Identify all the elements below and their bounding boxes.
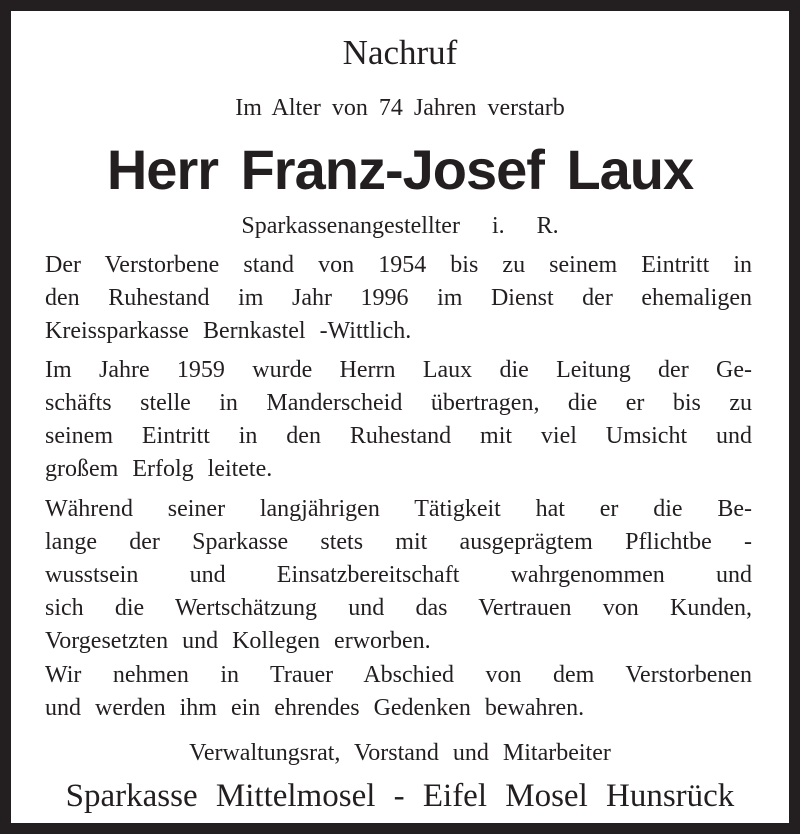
paragraph-line: seinem Eintritt in den Ruhestand mit viel Umsicht und — [45, 423, 752, 449]
signatories-line: Verwaltungsrat, Vorstand und Mitarbeiter — [189, 740, 611, 766]
notice-title: Nachruf — [342, 33, 458, 72]
paragraph-line: sich die Wertschätzung und das Vertrauen von Kunden, — [45, 595, 752, 621]
paragraph-line: Vorgesetzten und Kollegen erworben. — [45, 628, 431, 654]
paragraph-line: Im Jahre 1959 wurde Herrn Laux die Leitung der Ge- — [45, 357, 752, 383]
paragraph-line: und werden ihm ein ehrendes Gedenken bewahren. — [45, 695, 585, 721]
age-line: Im Alter von 74 Jahren verstarb — [235, 95, 565, 121]
occupation-line: Sparkassenangestellter i. R. — [241, 213, 559, 239]
paragraph-line: wusstsein und Einsatzbereitschaft wahrgenommen und — [45, 562, 752, 588]
deceased-name: Herr Franz-Josef Laux — [106, 138, 694, 201]
paragraph-line: großem Erfolg leitete. — [45, 456, 273, 482]
paragraph-appreciation — [45, 493, 752, 658]
paragraph-line: schäfts stelle in Manderscheid übertragen, die er bis zu — [45, 390, 752, 416]
paragraph-line: Wir nehmen in Trauer Abschied von dem Verstorbenen — [45, 662, 752, 688]
paragraph-line: lange der Sparkasse stets mit ausgeprägtem Pflichtbe - — [45, 529, 752, 555]
paragraph-line: Kreissparkasse Bernkastel -Wittlich. — [45, 318, 412, 344]
paragraph-line: Der Verstorbene stand von 1954 bis zu seinem Eintritt in — [45, 252, 752, 278]
paragraph-farewell — [45, 659, 752, 725]
paragraph-line: Während seiner langjährigen Tätigkeit hat er die Be- — [45, 496, 752, 522]
institution-name: Sparkasse Mittelmosel - Eifel Mosel Hunsrück — [65, 778, 735, 814]
paragraph-branch-management — [45, 354, 752, 486]
paragraph-career — [45, 249, 752, 348]
paragraph-line: den Ruhestand im Jahr 1996 im Dienst der ehemaligen — [45, 285, 752, 311]
